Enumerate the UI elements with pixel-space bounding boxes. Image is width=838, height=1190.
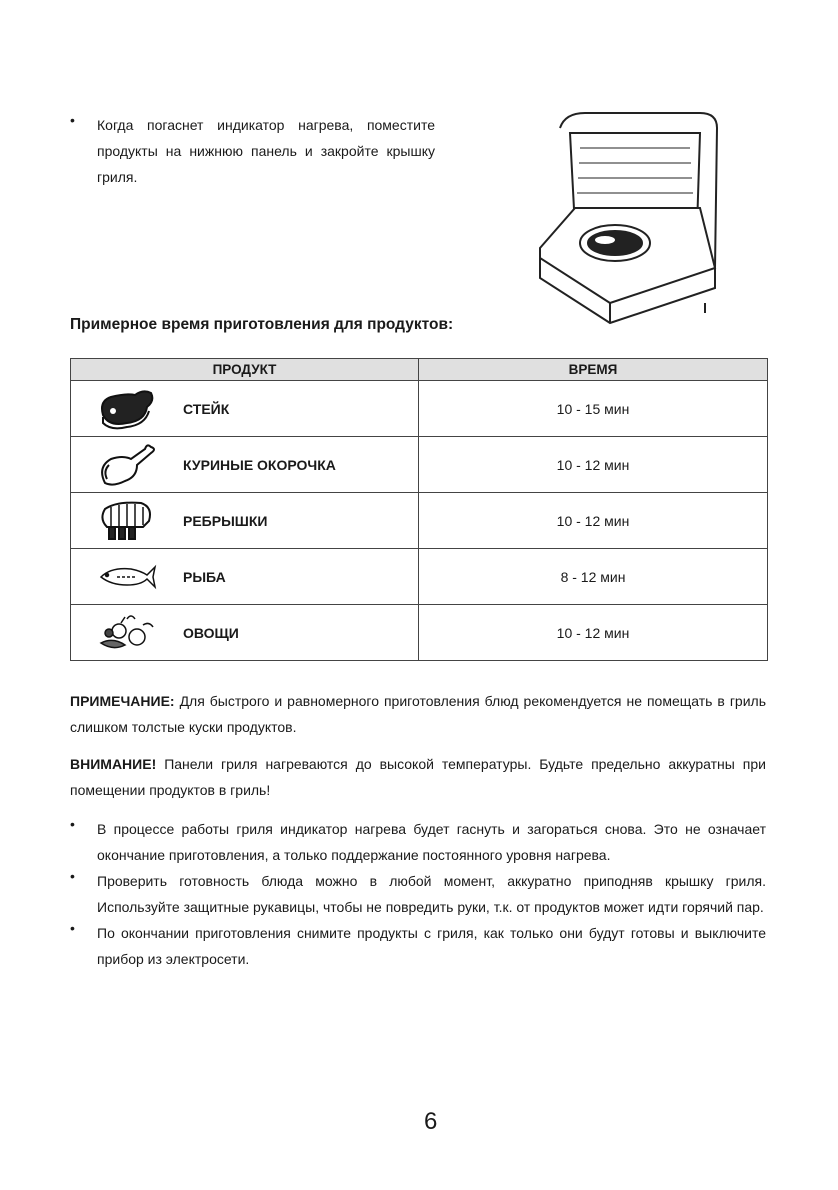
table-row — [71, 493, 768, 549]
cooking-time: 10 - 15 мин — [419, 381, 768, 437]
column-header-time: ВРЕМЯ — [419, 359, 768, 381]
chicken-leg-icon — [97, 443, 157, 487]
ribs-icon — [97, 499, 157, 543]
note-paragraph: ПРИМЕЧАНИЕ: Для быстрого и равномерного приготовления блюд рекомендуется не помещать в гриль слишком толстые куски продуктов. — [70, 693, 766, 735]
page-number: 6 — [424, 1108, 438, 1135]
cooking-time: 10 - 12 мин — [419, 605, 768, 661]
cooking-time: 10 - 12 мин — [419, 437, 768, 493]
table-row — [71, 381, 768, 437]
list-item: • В процессе работы гриля индикатор нагрева будет гаснуть и загораться снова. Это не означает окончание приготовления, а только поддержание постоянного уровня нагрева. — [70, 816, 766, 863]
fish-icon — [97, 555, 157, 599]
product-name: РЫБА — [183, 568, 226, 585]
cooking-time-heading: Примерное время приготовления для продуктов: — [70, 316, 454, 333]
table-row — [71, 549, 768, 605]
bullet-list — [70, 816, 766, 972]
table-row — [71, 437, 768, 493]
warning-label: ВНИМАНИЕ! — [70, 756, 157, 772]
cooking-time: 8 - 12 мин — [419, 549, 768, 605]
list-item: • Проверить готовность блюда можно в любой момент, аккуратно приподняв крышку гриля. Используйте защитные рукавицы, чтобы не повредить руки, т.к. от продуктов может идти горячий пар. — [70, 868, 766, 915]
contact-grill-illustration — [535, 108, 725, 328]
product-name: СТЕЙК — [183, 400, 230, 417]
table-row — [71, 605, 768, 661]
vegetables-icon — [97, 611, 157, 655]
steak-icon — [97, 387, 157, 431]
list-item: • По окончании приготовления снимите продукты с гриля, как только они будут готовы и выключите прибор из электросети. — [70, 920, 766, 967]
warning-paragraph: ВНИМАНИЕ! Панели гриля нагреваются до высокой температуры. Будьте предельно аккуратны при помещении продуктов в гриль! — [70, 756, 766, 798]
column-header-product: ПРОДУКТ — [71, 359, 419, 381]
intro-bullet: • Когда погаснет индикатор нагрева, поместите продукты на нижнюю панель и закройте крышку гриля. — [70, 112, 435, 185]
product-name: КУРИНЫЕ ОКОРОЧКА — [183, 456, 336, 473]
note-label: ПРИМЕЧАНИЕ: — [70, 693, 175, 709]
product-name: РЕБРЫШКИ — [183, 512, 268, 529]
product-name: ОВОЩИ — [183, 624, 239, 641]
cooking-time-table — [70, 358, 768, 661]
cooking-time: 10 - 12 мин — [419, 493, 768, 549]
